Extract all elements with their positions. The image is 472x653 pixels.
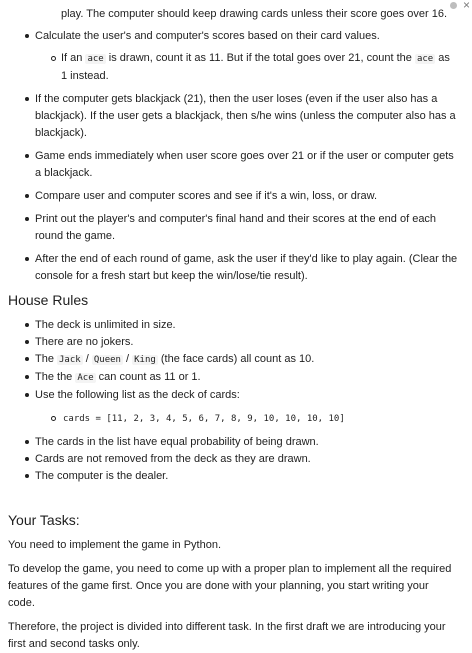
ace-value-item [8,369,458,387]
inline-code: ace [416,54,434,64]
list-item: Game ends immediately when user score goes over 21 or if the user or computer gets a blackjack. [8,148,458,182]
list-item: Compare user and computer scores and see if it's a win, loss, or draw. [8,188,458,205]
list-item: Print out the player's and computer's final hand and their scores at the end of each round the game. [8,211,458,245]
inline-code: Jack [59,355,81,365]
text: can count as 11 or 1. [95,371,201,383]
text: / [82,353,92,365]
list-item [8,28,458,85]
article-content [8,6,458,653]
list-item: Cards are not removed from the deck as they are drawn. [8,451,458,468]
list-item-text: Calculate the user's and computer's scores based on their card values. [35,30,380,42]
text: The the [35,371,76,383]
text: as 1 instead. [61,52,450,82]
paragraph: Therefore, the project is divided into different task. In the first draft we are introducing your first and second tasks only. [8,621,446,650]
sub-list [8,50,458,85]
list-item-text: Use the following list as the deck of cards: [35,389,240,401]
list-item: There are no jokers. [8,334,458,351]
text: (the face cards) all count as 10. [157,353,315,365]
paragraph: To develop the game, you need to come up with a proper plan to implement all the required features of the game first. Once you are done with your planning, you start writing your code. [8,563,452,609]
paragraph: You need to implement the game in Python. [8,539,222,551]
inline-code: Ace [77,373,94,383]
inline-code: King [134,355,156,365]
text: The [35,353,58,365]
text: / [122,353,133,365]
list-item: If the computer gets blackjack (21), then the user loses (even if the user also has a blackjack). If the user gets a blackjack, then s/he wins (unless the computer also has a blackjack). [8,91,458,142]
close-icon[interactable]: × [462,0,470,12]
cards-list-item [8,410,458,428]
ace-rule-item [8,50,458,85]
list-item [8,387,458,428]
inline-code: Queen [93,355,121,365]
text: is drawn, count it as 11. But if the total goes over 21, count the [105,52,415,64]
list-item: The deck is unlimited in size. [8,317,458,334]
list-item: The cards in the list have equal probability of being drawn. [8,434,458,451]
list-item: After the end of each round of game, ask the user if they'd like to play again. (Clear the console for a fresh start but keep the win/lose/tie result). [8,251,458,285]
tasks-heading: Your Tasks: [8,512,80,528]
sub-list [8,410,458,428]
cards-code: cards = [11, 2, 3, 4, 5, 6, 7, 8, 9, 10, 10, 10, 10] [63,414,345,424]
house-rules-list [8,317,458,485]
face-cards-item [8,351,458,369]
house-rules-heading: House Rules [8,292,89,308]
intro-fragment: play. The computer should keep drawing cards unless their score goes over 16. [61,8,448,20]
game-rules-list [8,28,458,285]
inline-code: ace [87,54,104,64]
text: If an [61,52,86,64]
list-item: The computer is the dealer. [8,468,458,485]
